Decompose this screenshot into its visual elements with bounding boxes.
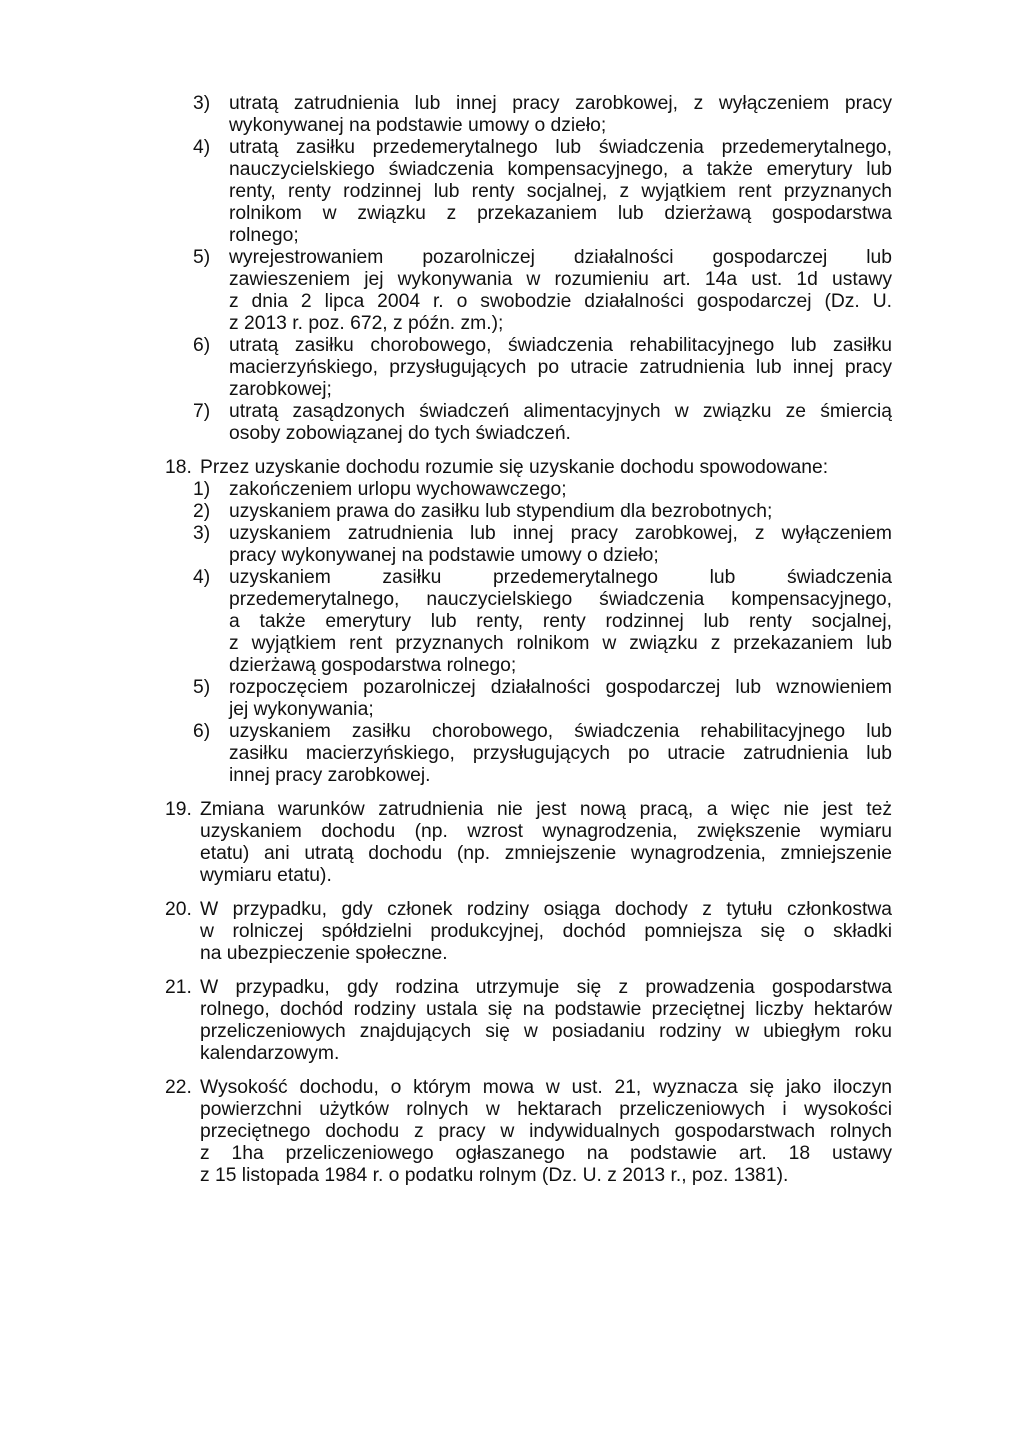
section-text: z 15 listopada 1984 r. o podatku rolnym (Dz. U. z 2013 r., poz. 1381). — [200, 1165, 789, 1186]
section-text: powierzchni użytków rolnych w hektarach przeliczeniowych i wysokości — [200, 1099, 892, 1120]
list-item-text: rozpoczęciem pozarolniczej działalności gospodarczej lub wznowieniem — [229, 677, 892, 698]
section-text: Zmiana warunków zatrudnienia nie jest nową pracą, a więc nie jest też — [200, 799, 892, 820]
list-item-text: a także emerytury lub renty, renty rodzinnej lub renty socjalnej, — [229, 611, 892, 632]
list-item-number: 6) — [193, 335, 211, 356]
list-item-text: pracy wykonywanej na podstawie umowy o dzieło; — [229, 545, 659, 566]
list-item-text: z wyjątkiem rent przyznanych rolnikom w związku z przekazaniem lub — [229, 633, 892, 654]
list-item-number: 4) — [193, 137, 211, 158]
list-item-text: uzyskaniem zasiłku przedemerytalnego lub świadczenia — [229, 567, 892, 588]
section-number: 20. — [165, 899, 192, 920]
list-item-text: zakończeniem urlopu wychowawczego; — [229, 479, 567, 500]
list-item-text: macierzyńskiego, przysługujących po utracie zatrudnienia lub innej pracy — [229, 357, 892, 378]
list-item-number: 5) — [193, 677, 211, 698]
list-item-text: uzyskaniem prawa do zasiłku lub stypendium dla bezrobotnych; — [229, 501, 773, 522]
list-item-number: 3) — [193, 93, 211, 114]
list-item-text: osoby zobowiązanej do tych świadczeń. — [229, 423, 571, 444]
section-text: w rolniczej spółdzielni produkcyjnej, dochód pomniejsza się o składki — [200, 921, 892, 942]
section-text: wymiaru etatu). — [200, 865, 332, 886]
list-item-text: utratą zasiłku przedemerytalnego lub świadczenia przedemerytalnego, — [229, 137, 892, 158]
section-number: 22. — [165, 1077, 192, 1098]
list-item-text: rolnikom w związku z przekazaniem lub dzierżawą gospodarstwa — [229, 203, 892, 224]
section-text: kalendarzowym. — [200, 1043, 340, 1064]
section-text: z 1ha przeliczeniowego ogłaszanego na podstawie art. 18 ustawy — [200, 1143, 892, 1164]
list-item-text: utratą zatrudnienia lub innej pracy zarobkowej, z wyłączeniem pracy — [229, 93, 892, 114]
section-text: przeliczeniowych znajdujących się w posiadaniu rodziny w ubiegłym roku — [200, 1021, 892, 1042]
section-text: etatu) ani utratą dochodu (np. zmniejszenie wynagrodzenia, zmniejszenie — [200, 843, 892, 864]
list-item-text: uzyskaniem zasiłku chorobowego, świadczenia rehabilitacyjnego lub — [229, 721, 892, 742]
list-item-text: zasiłku macierzyńskiego, przysługujących po utracie zatrudnienia lub — [229, 743, 892, 764]
list-item-text: utratą zasiłku chorobowego, świadczenia rehabilitacyjnego lub zasiłku — [229, 335, 892, 356]
list-item-number: 6) — [193, 721, 211, 742]
section-text: przeciętnego dochodu z pracy w indywidualnych gospodarstwach rolnych — [200, 1121, 892, 1142]
section-text: W przypadku, gdy rodzina utrzymuje się z prowadzenia gospodarstwa — [200, 977, 892, 998]
list-item-text: zarobkowej; — [229, 379, 332, 400]
section-number: 18. — [165, 457, 192, 478]
section-text: rolnego, dochód rodziny ustala się na podstawie przeciętnej liczby hektarów — [200, 999, 892, 1020]
section-number: 21. — [165, 977, 192, 998]
list-item-number: 2) — [193, 501, 211, 522]
list-item-text: renty, renty rodzinnej lub renty socjalnej, z wyjątkiem rent przyznanych — [229, 181, 892, 202]
list-item-text: zawieszeniem jej wykonywania w rozumieniu art. 14a ust. 1d ustawy — [229, 269, 892, 290]
list-item-text: rolnego; — [229, 225, 299, 246]
section-text: Przez uzyskanie dochodu rozumie się uzyskanie dochodu spowodowane: — [200, 457, 829, 478]
section-text: na ubezpieczenie społeczne. — [200, 943, 448, 964]
list-item-number: 4) — [193, 567, 211, 588]
list-item-text: przedemerytalnego, nauczycielskiego świadczenia kompensacyjnego, — [229, 589, 892, 610]
list-item-text: innej pracy zarobkowej. — [229, 765, 431, 786]
list-item-text: z dnia 2 lipca 2004 r. o swobodzie działalności gospodarczej (Dz. U. — [229, 291, 892, 312]
section-text: Wysokość dochodu, o którym mowa w ust. 21, wyznacza się jako iloczyn — [200, 1077, 892, 1098]
list-item-text: dzierżawą gospodarstwa rolnego; — [229, 655, 517, 676]
list-item-text: z 2013 r. poz. 672, z późn. zm.); — [229, 313, 504, 334]
list-item-number: 1) — [193, 479, 211, 500]
list-item-number: 7) — [193, 401, 211, 422]
list-item-text: nauczycielskiego świadczenia kompensacyjnego, a także emerytury lub — [229, 159, 892, 180]
list-item-number: 5) — [193, 247, 211, 268]
list-item-text: wyrejestrowaniem pozarolniczej działalności gospodarczej lub — [229, 247, 892, 268]
section-text: uzyskaniem dochodu (np. wzrost wynagrodzenia, zwiększenie wymiaru — [200, 821, 892, 842]
list-item-text: wykonywanej na podstawie umowy o dzieło; — [229, 115, 607, 136]
list-item-number: 3) — [193, 523, 211, 544]
section-text: W przypadku, gdy członek rodziny osiąga dochody z tytułu członkostwa — [200, 899, 892, 920]
list-item-text: uzyskaniem zatrudnienia lub innej pracy zarobkowej, z wyłączeniem — [229, 523, 892, 544]
section-number: 19. — [165, 799, 192, 820]
list-item-text: utratą zasądzonych świadczeń alimentacyjnych w związku ze śmiercią — [229, 401, 892, 422]
list-item-text: jej wykonywania; — [229, 699, 374, 720]
